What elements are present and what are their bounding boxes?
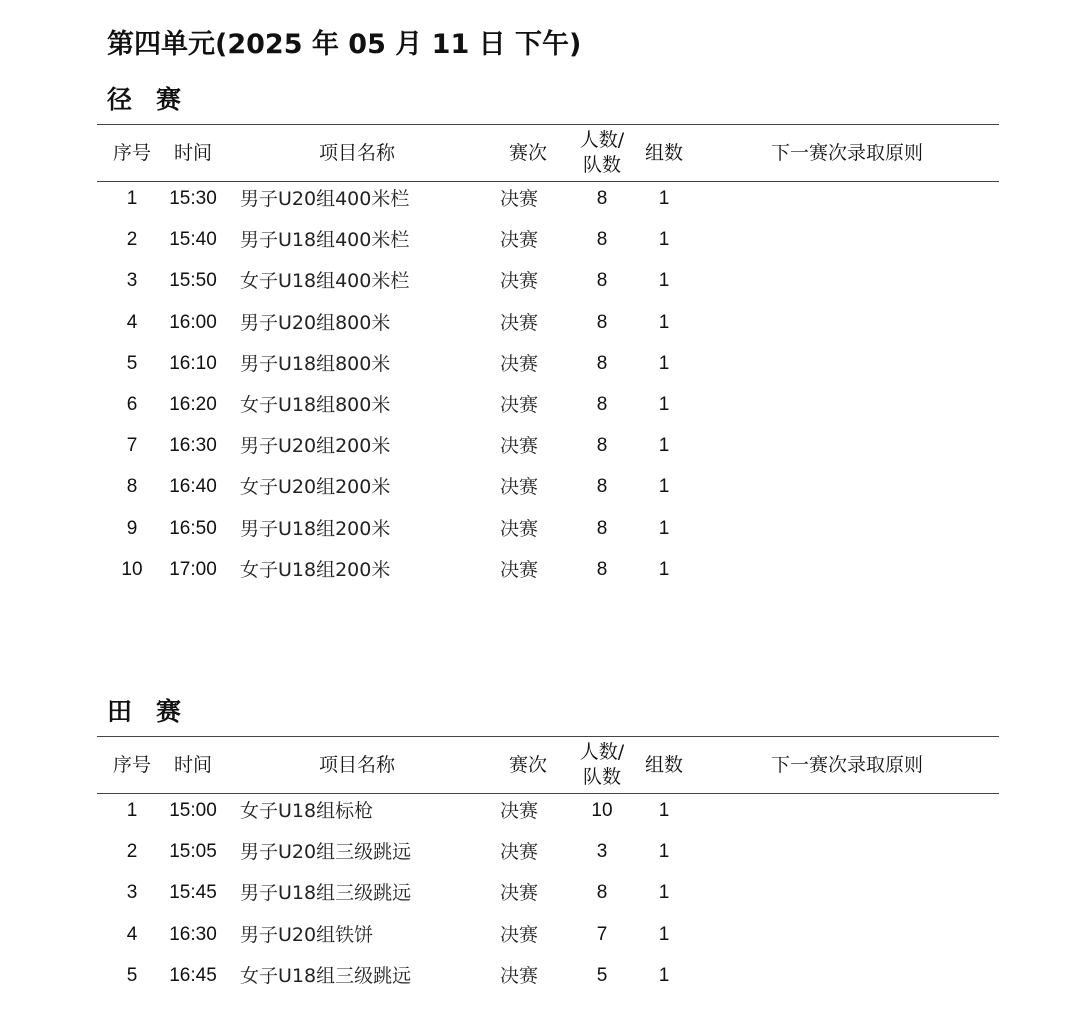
cell-event-name: 女子U18组三级跳远	[240, 964, 412, 987]
cell-seq: 3	[126, 270, 138, 292]
cell-round: 决赛	[499, 188, 538, 210]
table-row	[97, 308, 999, 349]
table-row	[97, 225, 999, 266]
cell-entrant-count: 8	[596, 882, 608, 904]
cell-time: 16:30	[169, 923, 217, 945]
cell-group-count: 1	[658, 352, 670, 374]
cell-round: 决赛	[499, 229, 538, 252]
cell-entrant-count: 8	[596, 352, 608, 374]
cell-time: 16:50	[169, 517, 217, 539]
table-row	[97, 390, 999, 431]
cell-round: 决赛	[499, 841, 538, 864]
cell-group-count: 1	[658, 188, 670, 209]
table-header	[97, 736, 999, 794]
table-row	[97, 349, 999, 390]
table-row	[97, 184, 999, 225]
cell-entrant-count: 7	[596, 923, 608, 945]
cell-advance-rule	[717, 961, 977, 991]
cell-entrant-count: 8	[596, 270, 608, 292]
cell-time: 17:00	[169, 558, 217, 580]
cell-round: 决赛	[499, 435, 538, 458]
cell-advance-rule	[717, 184, 977, 214]
table-row	[97, 555, 999, 596]
cell-advance-rule	[717, 514, 977, 544]
cell-seq: 9	[126, 517, 138, 539]
cell-advance-rule	[717, 349, 977, 379]
cell-round: 决赛	[499, 393, 538, 416]
header-event: 项目名称	[318, 753, 395, 776]
cell-time: 15:40	[169, 229, 217, 251]
cell-event-name: 女子U18组标枪	[240, 800, 374, 822]
cell-entrant-count: 8	[596, 517, 608, 539]
cell-group-count: 1	[658, 841, 670, 863]
cell-group-count: 1	[658, 229, 670, 251]
cell-advance-rule	[717, 920, 977, 950]
cell-group-count: 1	[658, 311, 670, 333]
cell-entrant-count: 10	[591, 800, 613, 821]
cell-entrant-count: 8	[596, 229, 608, 251]
header-round: 赛次	[508, 753, 547, 776]
cell-seq: 4	[126, 311, 138, 333]
cell-advance-rule	[717, 390, 977, 420]
cell-event-name: 男子U20组铁饼	[240, 923, 374, 946]
cell-event-name: 男子U20组400米栏	[240, 188, 410, 210]
cell-round: 决赛	[499, 476, 538, 499]
header-advance-rule: 下一赛次录取原则	[770, 141, 923, 164]
cell-time: 16:10	[169, 352, 217, 374]
cell-round: 决赛	[499, 270, 538, 293]
table-row	[97, 514, 999, 555]
cell-seq: 2	[126, 841, 138, 863]
cell-event-name: 男子U20组200米	[240, 435, 391, 458]
cell-time: 15:50	[169, 270, 217, 292]
cell-time: 16:30	[169, 435, 217, 457]
cell-entrant-count: 8	[596, 393, 608, 415]
header-count: 人数/ 队数	[579, 129, 625, 176]
cell-round: 决赛	[499, 923, 538, 946]
table-row	[97, 472, 999, 513]
cell-time: 16:00	[169, 311, 217, 333]
cell-event-name: 女子U18组200米	[240, 558, 391, 581]
header-count: 人数/ 队数	[579, 741, 625, 788]
cell-advance-rule	[717, 472, 977, 502]
cell-round: 决赛	[499, 558, 538, 581]
cell-group-count: 1	[658, 517, 670, 539]
cell-group-count: 1	[658, 882, 670, 904]
cell-event-name: 男子U18组800米	[240, 352, 391, 375]
cell-entrant-count: 8	[596, 476, 608, 498]
cell-time: 16:45	[169, 964, 217, 986]
table-row	[97, 961, 999, 1002]
table-row	[97, 837, 999, 878]
track-rows	[97, 182, 999, 596]
cell-entrant-count: 5	[596, 964, 608, 986]
cell-round: 决赛	[499, 964, 538, 987]
header-event: 项目名称	[318, 141, 395, 164]
cell-group-count: 1	[658, 393, 670, 415]
cell-entrant-count: 8	[596, 188, 608, 209]
cell-seq: 6	[126, 393, 138, 415]
cell-event-name: 男子U20组三级跳远	[240, 841, 412, 864]
header-groups: 组数	[644, 141, 683, 164]
cell-advance-rule	[717, 555, 977, 585]
page-title: 第四单元(2025 年 05 月 11 日 下午)	[107, 29, 582, 60]
cell-time: 15:00	[169, 800, 217, 821]
header-time: 时间	[173, 753, 212, 776]
cell-group-count: 1	[658, 964, 670, 986]
cell-advance-rule	[717, 308, 977, 338]
cell-seq: 1	[126, 188, 138, 209]
cell-group-count: 1	[658, 923, 670, 945]
cell-event-name: 男子U20组800米	[240, 311, 391, 334]
header-time: 时间	[173, 141, 212, 164]
cell-group-count: 1	[658, 476, 670, 498]
cell-time: 16:40	[169, 476, 217, 498]
cell-advance-rule	[717, 796, 977, 826]
table-row	[97, 431, 999, 472]
cell-event-name: 男子U18组200米	[240, 517, 391, 540]
cell-group-count: 1	[658, 558, 670, 580]
cell-time: 15:05	[169, 841, 217, 863]
cell-advance-rule	[717, 266, 977, 296]
cell-seq: 2	[126, 229, 138, 251]
cell-seq: 4	[126, 923, 138, 945]
cell-time: 15:30	[169, 188, 217, 209]
cell-seq: 10	[121, 558, 143, 580]
cell-seq: 1	[126, 800, 138, 821]
cell-advance-rule	[717, 837, 977, 867]
table-row	[97, 796, 999, 837]
cell-event-name: 男子U18组三级跳远	[240, 882, 412, 905]
cell-round: 决赛	[499, 882, 538, 905]
header-groups: 组数	[644, 753, 683, 776]
cell-group-count: 1	[658, 800, 670, 821]
header-seq: 序号	[112, 141, 151, 164]
cell-advance-rule	[717, 878, 977, 908]
cell-seq: 3	[126, 882, 138, 904]
field-rows	[97, 794, 999, 1002]
cell-group-count: 1	[658, 435, 670, 457]
header-seq: 序号	[112, 753, 151, 776]
cell-entrant-count: 8	[596, 558, 608, 580]
field-schedule-table	[97, 736, 999, 1002]
cell-event-name: 女子U18组400米栏	[240, 270, 410, 293]
cell-event-name: 男子U18组400米栏	[240, 229, 410, 252]
track-schedule-table	[97, 124, 999, 596]
header-advance-rule: 下一赛次录取原则	[770, 753, 923, 776]
cell-entrant-count: 8	[596, 311, 608, 333]
cell-event-name: 女子U18组800米	[240, 393, 391, 416]
cell-time: 15:45	[169, 882, 217, 904]
cell-group-count: 1	[658, 270, 670, 292]
cell-round: 决赛	[499, 517, 538, 540]
section-title-field: 田赛	[107, 697, 206, 726]
cell-advance-rule	[717, 225, 977, 255]
cell-seq: 7	[126, 435, 138, 457]
table-header	[97, 124, 999, 182]
cell-time: 16:20	[169, 393, 217, 415]
cell-round: 决赛	[499, 352, 538, 375]
cell-seq: 5	[126, 352, 138, 374]
cell-advance-rule	[717, 431, 977, 461]
cell-seq: 5	[126, 964, 138, 986]
cell-round: 决赛	[499, 311, 538, 334]
cell-entrant-count: 8	[596, 435, 608, 457]
cell-event-name: 女子U20组200米	[240, 476, 391, 499]
table-row	[97, 920, 999, 961]
cell-seq: 8	[126, 476, 138, 498]
table-row	[97, 878, 999, 919]
table-row	[97, 266, 999, 307]
cell-round: 决赛	[499, 800, 538, 822]
cell-entrant-count: 3	[596, 841, 608, 863]
header-round: 赛次	[508, 141, 547, 164]
section-title-track: 径赛	[107, 85, 206, 114]
